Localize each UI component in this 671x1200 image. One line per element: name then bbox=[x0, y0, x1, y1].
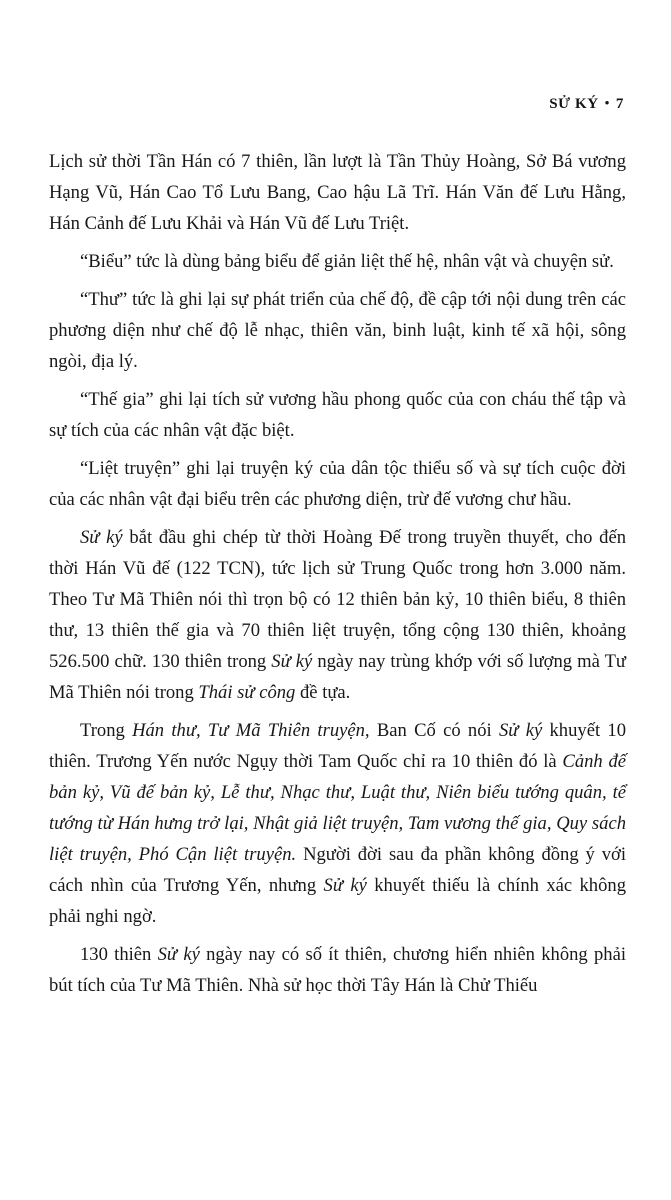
italic-text-run: Thái sử công bbox=[198, 682, 296, 703]
italic-text-run: Sử ký bbox=[271, 651, 313, 672]
page-body-text bbox=[49, 146, 626, 1008]
text-run: ngày nay trùng khớp với số lượng mà Tư Mã Thiên nói trong bbox=[49, 651, 627, 703]
text-run: bắt đầu ghi chép từ thời Hoàng Đế trong truyền thuyết, cho đến thời Hán Vũ đế (122 TCN), tức lịch sử Trung Quốc trong hơn 3.000 năm. Theo Tư Mã Thiên nói thì trọn bộ có 12 thiên bản kỷ, 10 thiên biểu, 8 thiên thư, 13 thiên thế gia và 70 thiên liệt truyện, tổng cộng 130 thiên, khoảng 526.500 chữ. 130 thiên trong bbox=[49, 527, 627, 672]
italic-text-run: Cảnh đế bản kỷ, Vũ đế bản kỷ, Lễ thư, Nhạc thư, Luật thư, Niên biểu tướng quân, tể tướng từ Hán hưng trở lại, Nhật giả liệt truyện, Tam vương thế gia, Quy sách liệt truyện, Phó Cận liệt truyện. bbox=[49, 751, 627, 865]
text-run: “Thư” tức là ghi lại sự phát triển của chế độ, đề cập tới nội dung trên các phương diện như chế độ lễ nhạc, thiên văn, binh luật, kinh tế xã hội, sông ngòi, địa lý. bbox=[49, 289, 626, 372]
text-run: “Liệt truyện” ghi lại truyện ký của dân tộc thiểu số và sự tích cuộc đời của các nhân vật đại biểu trên các phương diện, trừ đế vương chư hầu. bbox=[49, 458, 626, 510]
header-separator: • bbox=[604, 95, 610, 110]
text-run: Trong bbox=[80, 720, 133, 741]
page-number: 7 bbox=[615, 96, 624, 112]
text-run: khuyết 10 thiên. Trương Yến nước Ngụy thời Tam Quốc chỉ ra 10 thiên đó là bbox=[49, 720, 626, 772]
text-run: “Thế gia” ghi lại tích sử vương hầu phong quốc của con cháu thế tập và sự tích của các nhân vật đặc biệt. bbox=[49, 389, 626, 441]
italic-text-run: Sử ký bbox=[80, 527, 123, 548]
text-run: ngày nay có số ít thiên, chương hiển nhiên không phải bút tích của Tư Mã Thiên. Nhà sử học thời Tây Hán là Chử Thiếu bbox=[49, 944, 626, 996]
text-run: Người đời sau đa phần không đồng ý với cách nhìn của Trương Yến, nhưng bbox=[49, 844, 626, 896]
text-run: 130 thiên bbox=[80, 944, 158, 965]
paragraph bbox=[49, 522, 626, 708]
paragraph bbox=[49, 384, 626, 446]
paragraph bbox=[49, 939, 626, 1001]
italic-text-run: Sử ký bbox=[498, 720, 543, 741]
paragraph bbox=[49, 453, 626, 515]
text-run: “Biểu” tức là dùng bảng biểu để giản liệt thế hệ, nhân vật và chuyện sử. bbox=[80, 251, 614, 272]
text-run: Lịch sử thời Tần Hán có 7 thiên, lần lượt là Tần Thủy Hoàng, Sở Bá vương Hạng Vũ, Hán Cao Tổ Lưu Bang, Cao hậu Lã Trĩ. Hán Văn đế Lưu Hằng, Hán Cảnh đế Lưu Khải và Hán Vũ đế Lưu Triệt. bbox=[49, 151, 626, 234]
running-title: SỬ KÝ bbox=[549, 96, 599, 112]
text-run: khuyết thiếu là chính xác không phải nghi ngờ. bbox=[49, 875, 626, 927]
text-run: đề tựa. bbox=[295, 682, 351, 703]
paragraph bbox=[49, 146, 626, 239]
paragraph bbox=[49, 715, 626, 932]
italic-text-run: Hán thư, Tư Mã Thiên truyện, bbox=[132, 720, 370, 741]
paragraph bbox=[49, 284, 626, 377]
paragraph bbox=[49, 246, 626, 277]
page-header bbox=[549, 95, 624, 113]
text-run: Ban Cố có nói bbox=[369, 720, 499, 741]
italic-text-run: Sử ký bbox=[323, 875, 367, 896]
italic-text-run: Sử ký bbox=[157, 944, 200, 965]
